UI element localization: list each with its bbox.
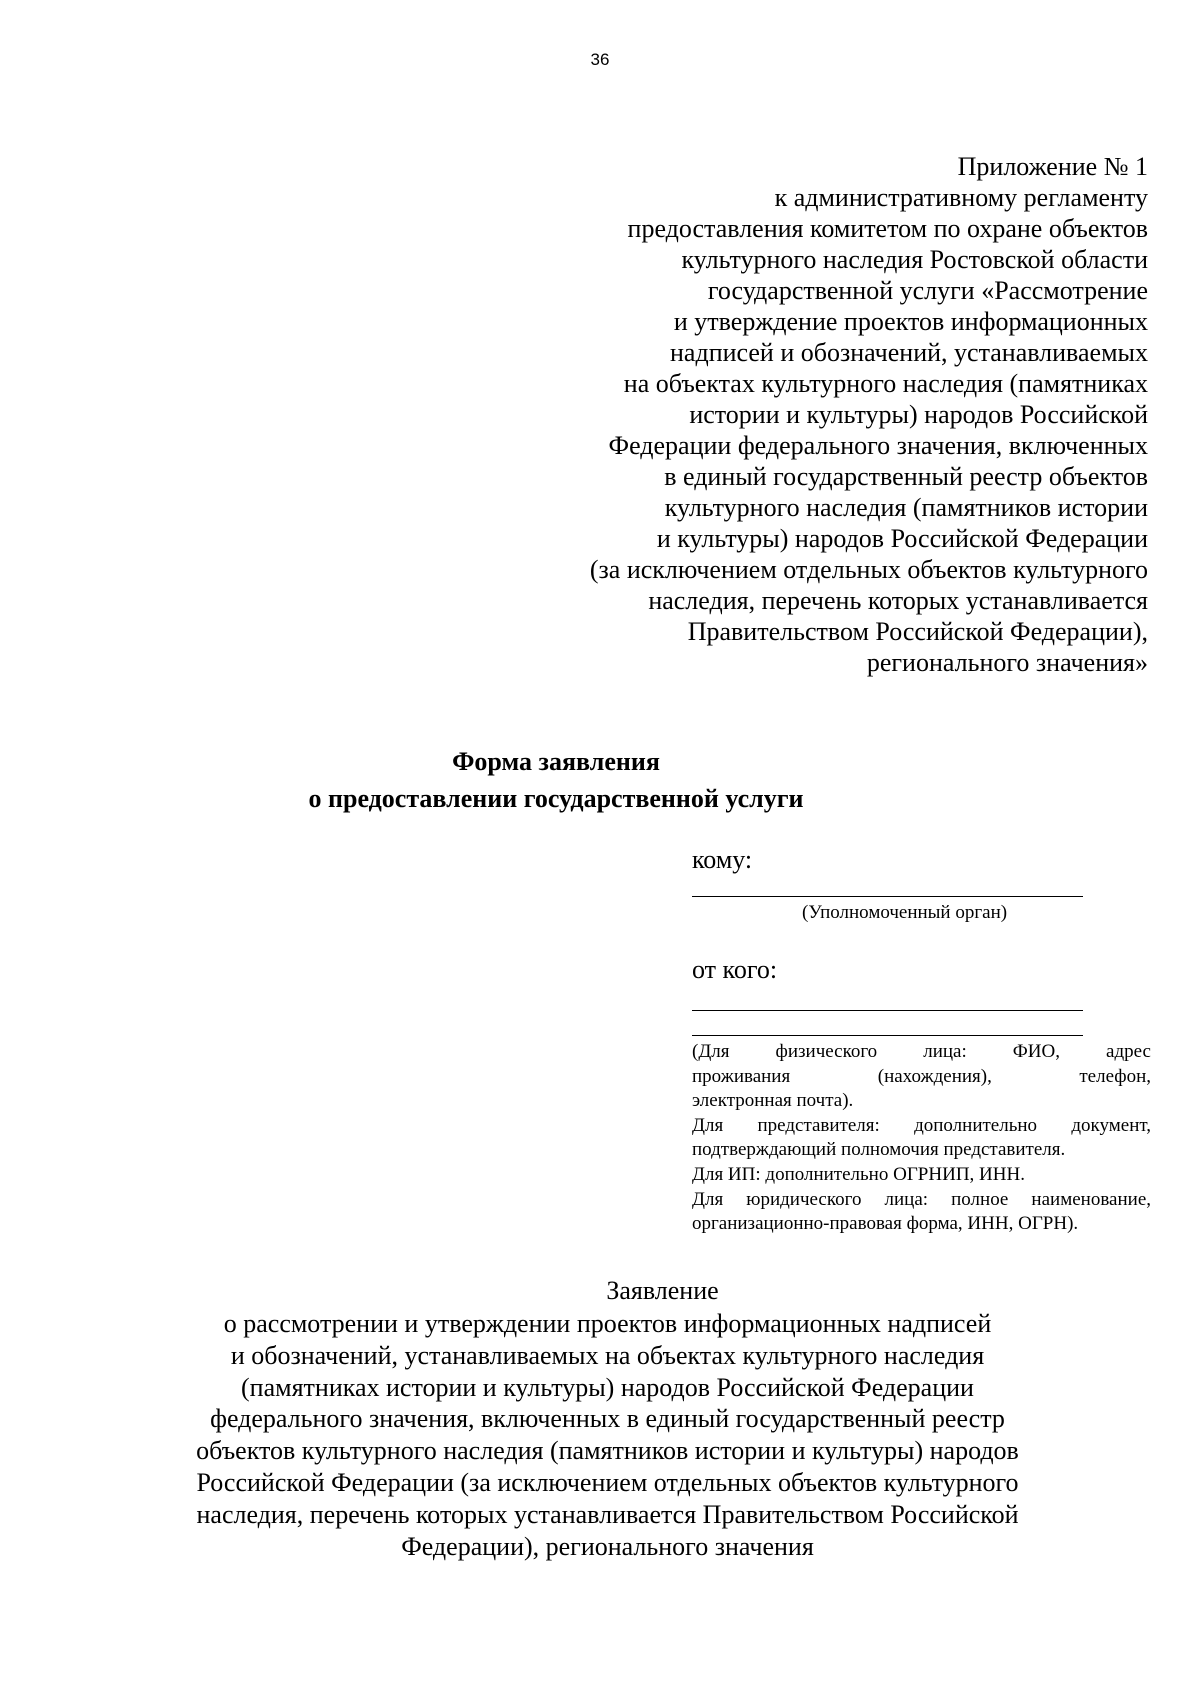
sender-note-line: электронная почта). [692, 1090, 854, 1112]
appendix-line: предоставления комитетом по охране объектов [627, 214, 1148, 243]
statement-line: Федерации), регионального значения [401, 1531, 814, 1561]
appendix-line: Федерации федерального значения, включенных [608, 431, 1148, 460]
statement-line: наследия, перечень которых устанавливается Правительством Российской [196, 1499, 1019, 1529]
sender-note [692, 1040, 1151, 1237]
appendix-title: Приложение № 1 [957, 152, 1148, 181]
sender-note-line: Для ИП: дополнительно ОГРНИП, ИНН. [692, 1163, 1025, 1185]
statement-line: (памятниках истории и культуры) народов Российской Федерации [241, 1372, 974, 1402]
statement-line: объектов культурного наследия (памятников истории и культуры) народов [196, 1436, 1019, 1466]
sender-note-line: Для представителя: дополнительно документ, [692, 1114, 1151, 1136]
appendix-line: регионального значения» [866, 648, 1148, 677]
from-field-line-1[interactable] [692, 1010, 1083, 1011]
to-label: кому: [692, 845, 753, 874]
appendix-line: истории и культуры) народов Российской [689, 400, 1148, 429]
appendix-line: наследия, перечень которых устанавливается [648, 586, 1148, 615]
appendix-line: и культуры) народов Российской Федерации [656, 524, 1148, 553]
appendix-line: культурного наследия Ростовской области [681, 245, 1148, 274]
sender-note-line: проживания (нахождения), телефон, [692, 1065, 1151, 1087]
to-field-line[interactable] [692, 896, 1083, 897]
appendix-header [590, 151, 1148, 678]
statement-subject [0, 1308, 1200, 1562]
to-hint: (Уполномоченный орган) [802, 902, 1008, 923]
statement-line: и обозначений, устанавливаемых на объектах культурного наследия [230, 1340, 985, 1370]
from-label: от кого: [692, 955, 778, 984]
appendix-line: культурного наследия (памятников истории [664, 493, 1148, 522]
sender-note-line: подтверждающий полномочия представителя. [692, 1139, 1066, 1161]
appendix-line: в единый государственный реестр объектов [664, 462, 1148, 491]
appendix-line: и утверждение проектов информационных [673, 307, 1148, 336]
form-title-line: о предоставлении государственной услуги [308, 784, 804, 813]
appendix-line: к административному регламенту [774, 183, 1148, 212]
appendix-line: на объектах культурного наследия (памятниках [623, 369, 1148, 398]
form-title-line: Форма заявления [452, 747, 660, 776]
statement-title: Заявление [606, 1276, 719, 1305]
appendix-line: государственной услуги «Рассмотрение [707, 276, 1148, 305]
statement-line: Российской Федерации (за исключением отдельных объектов культурного [196, 1467, 1019, 1497]
statement-line: федерального значения, включенных в единый государственный реестр [210, 1404, 1005, 1434]
appendix-line: (за исключением отдельных объектов культурного [589, 555, 1148, 584]
appendix-line: надписей и обозначений, устанавливаемых [670, 338, 1148, 367]
page-number: 36 [590, 50, 610, 69]
appendix-line: Правительством Российской Федерации), [687, 617, 1148, 646]
sender-note-line: Для юридического лица: полное наименование, [692, 1188, 1151, 1210]
form-title [0, 743, 1112, 817]
statement-line: о рассмотрении и утверждении проектов информационных надписей [223, 1309, 992, 1338]
sender-note-line: организационно-правовая форма, ИНН, ОГРН). [692, 1213, 1079, 1235]
from-field-line-2[interactable] [692, 1035, 1083, 1036]
sender-note-line: (Для физического лица: ФИО, адрес [692, 1041, 1151, 1062]
